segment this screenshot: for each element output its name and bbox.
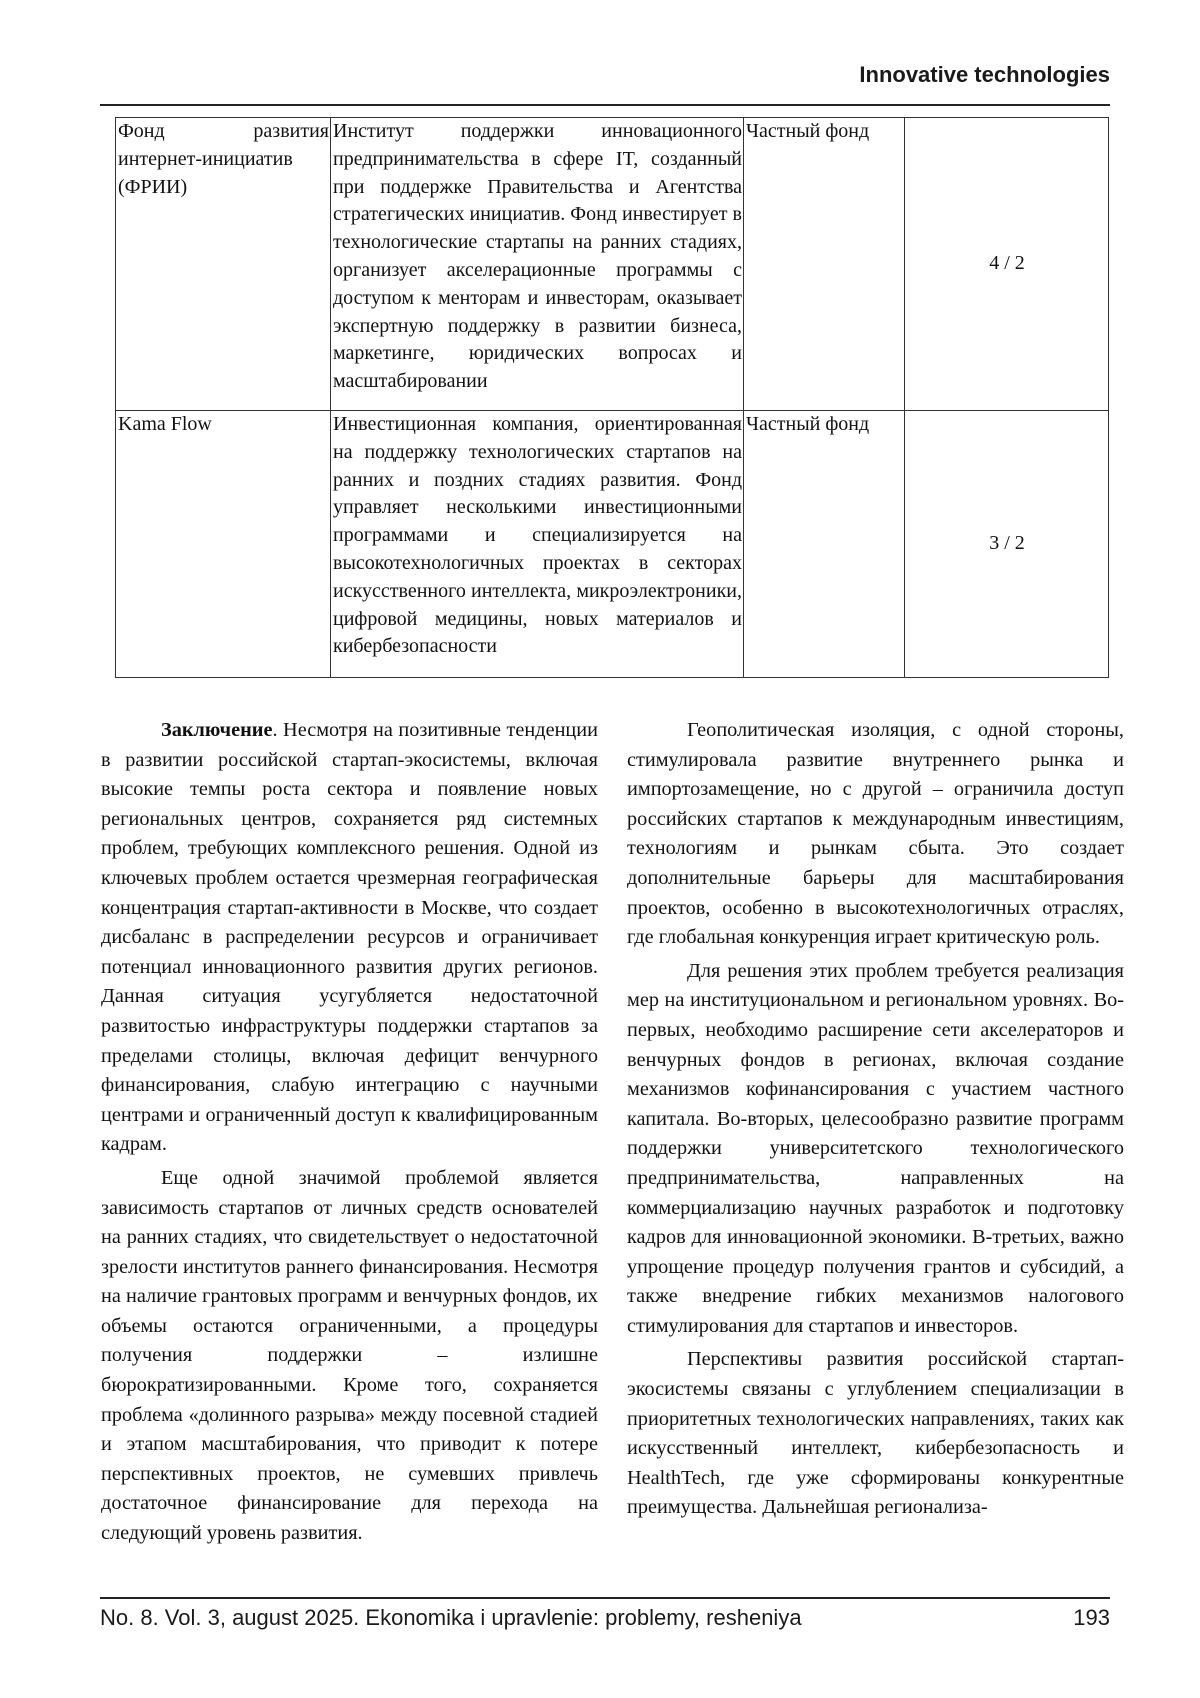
paragraph: Геополитическая изоляция, с одной стороны, стимулировала развитие внутреннего рынка и импортозамещение, но с другой – ограничила доступ российских стартапов к международным инвестициям, технологиям и рынкам сбыта. Это создает дополнительные барьеры для масштабирования проектов, особенно в высокотехнологичных отраслях, где глобальная конкуренция играет критическую роль. xyxy=(627,719,1124,949)
paragraph: Для решения этих проблем требуется реализация мер на институциональном и региональном уровнях. Во-первых, необходимо расширение сети акселераторов и венчурных фондов в регионах, включая создание механизмов кофинансирования с участием частного капитала. Во-вторых, целесообразно развитие программ поддержки университетского технологического предпринимательства, направленных на коммерциализацию научных разработок и подготовку кадров для инновационной экономики. В-третьих, важно упрощение процедур получения грантов и субсидий, а также внедрение гибких механизмов налогового стимулирования для стартапов и инвесторов. xyxy=(627,959,1124,1337)
conclusion-text: . Несмотря на позитивные тенденции в развитии российской стартап-экосистемы, включая высокие темпы роста сектора и появление новых региональных центров, сохраняется ряд системных проблем, требующих комплексного решения. Одной из ключевых проблем остается чрезмерная географическая концентрация стартап-активности в Москве, что создает дисбаланс в распределении ресурсов и ограничивает потенциал инновационного развития других регионов. Данная ситуация усугубляется недостаточной развитостью инфраструктуры поддержки стартапов за пределами столицы, включая дефицит венчурного финансирования, слабую интеграцию с научными центрами и ограниченный доступ к квалифицированным кадрам. xyxy=(101,719,598,1156)
body-column-left xyxy=(101,716,598,1553)
journal-citation: No. 8. Vol. 3, august 2025. Ekonomika i upravlenie: problemy, resheniya xyxy=(100,1605,802,1630)
fund-description-cell: Инвестиционная компания, ориентированная на поддержку технологических стартапов на ранних и поздних стадиях развития. Фонд управляет несколькими инвестиционными программами и специализируется на высокотехнологичных проектах в секторах искусственного интеллекта, микроэлектроники, цифровой медицины, новых материалов и кибербезопасности xyxy=(331,411,744,678)
table-row xyxy=(116,411,1109,678)
header-rule xyxy=(100,104,1110,106)
fund-type-cell: Частный фонд xyxy=(744,411,905,678)
fund-type-cell: Частный фонд xyxy=(744,118,905,411)
running-header: Innovative technologies xyxy=(859,62,1110,87)
fund-description-cell: Институт поддержки инновационного предпринимательства в сфере IT, созданный при поддержке Правительства и Агентства стратегических инициатив. Фонд инвестирует в технологические стартапы на ранних стадиях, организует акселерационные программы с доступом к менторам и инвесторам, оказывает экспертную поддержку в развитии бизнеса, маркетинге, юридических вопросах и масштабировании xyxy=(331,118,744,411)
fund-name-cell: Kama Flow xyxy=(116,411,331,678)
table-row xyxy=(116,118,1109,411)
conclusion-paragraph xyxy=(101,716,598,1160)
funds-table xyxy=(115,117,1109,678)
fund-name-cell: Фонд развития интернет-инициатив (ФРИИ) xyxy=(116,118,331,411)
page-number: 193 xyxy=(1073,1605,1110,1630)
fund-score-cell: 4 / 2 xyxy=(905,118,1109,411)
paragraph: Перспективы развития российской стартап-экосистемы связаны с углублением специализации в приоритетных технологических направлениях, таких как искусственный интеллект, кибербезопасность и HealthTech, где уже сформированы конкурентные преимущества. Дальнейшая регионализа- xyxy=(627,1348,1124,1519)
fund-score-cell: 3 / 2 xyxy=(905,411,1109,678)
footer-rule xyxy=(100,1597,1110,1599)
conclusion-heading: Заключение xyxy=(161,719,273,741)
body-column-right xyxy=(627,716,1124,1527)
paragraph: Еще одной значимой проблемой является зависимость стартапов от личных средств основателей на ранних стадиях, что свидетельствует о недостаточной зрелости институтов раннего финансирования. Несмотря на наличие грантовых программ и венчурных фондов, их объемы остаются ограниченными, а процедуры получения поддержки – излишне бюрократизированными. Кроме того, сохраняется проблема «долинного разрыва» между посевной стадией и этапом масштабирования, что приводит к потере перспективных проектов, не сумевших привлечь достаточное финансирование для перехода на следующий уровень развития. xyxy=(101,1166,598,1545)
